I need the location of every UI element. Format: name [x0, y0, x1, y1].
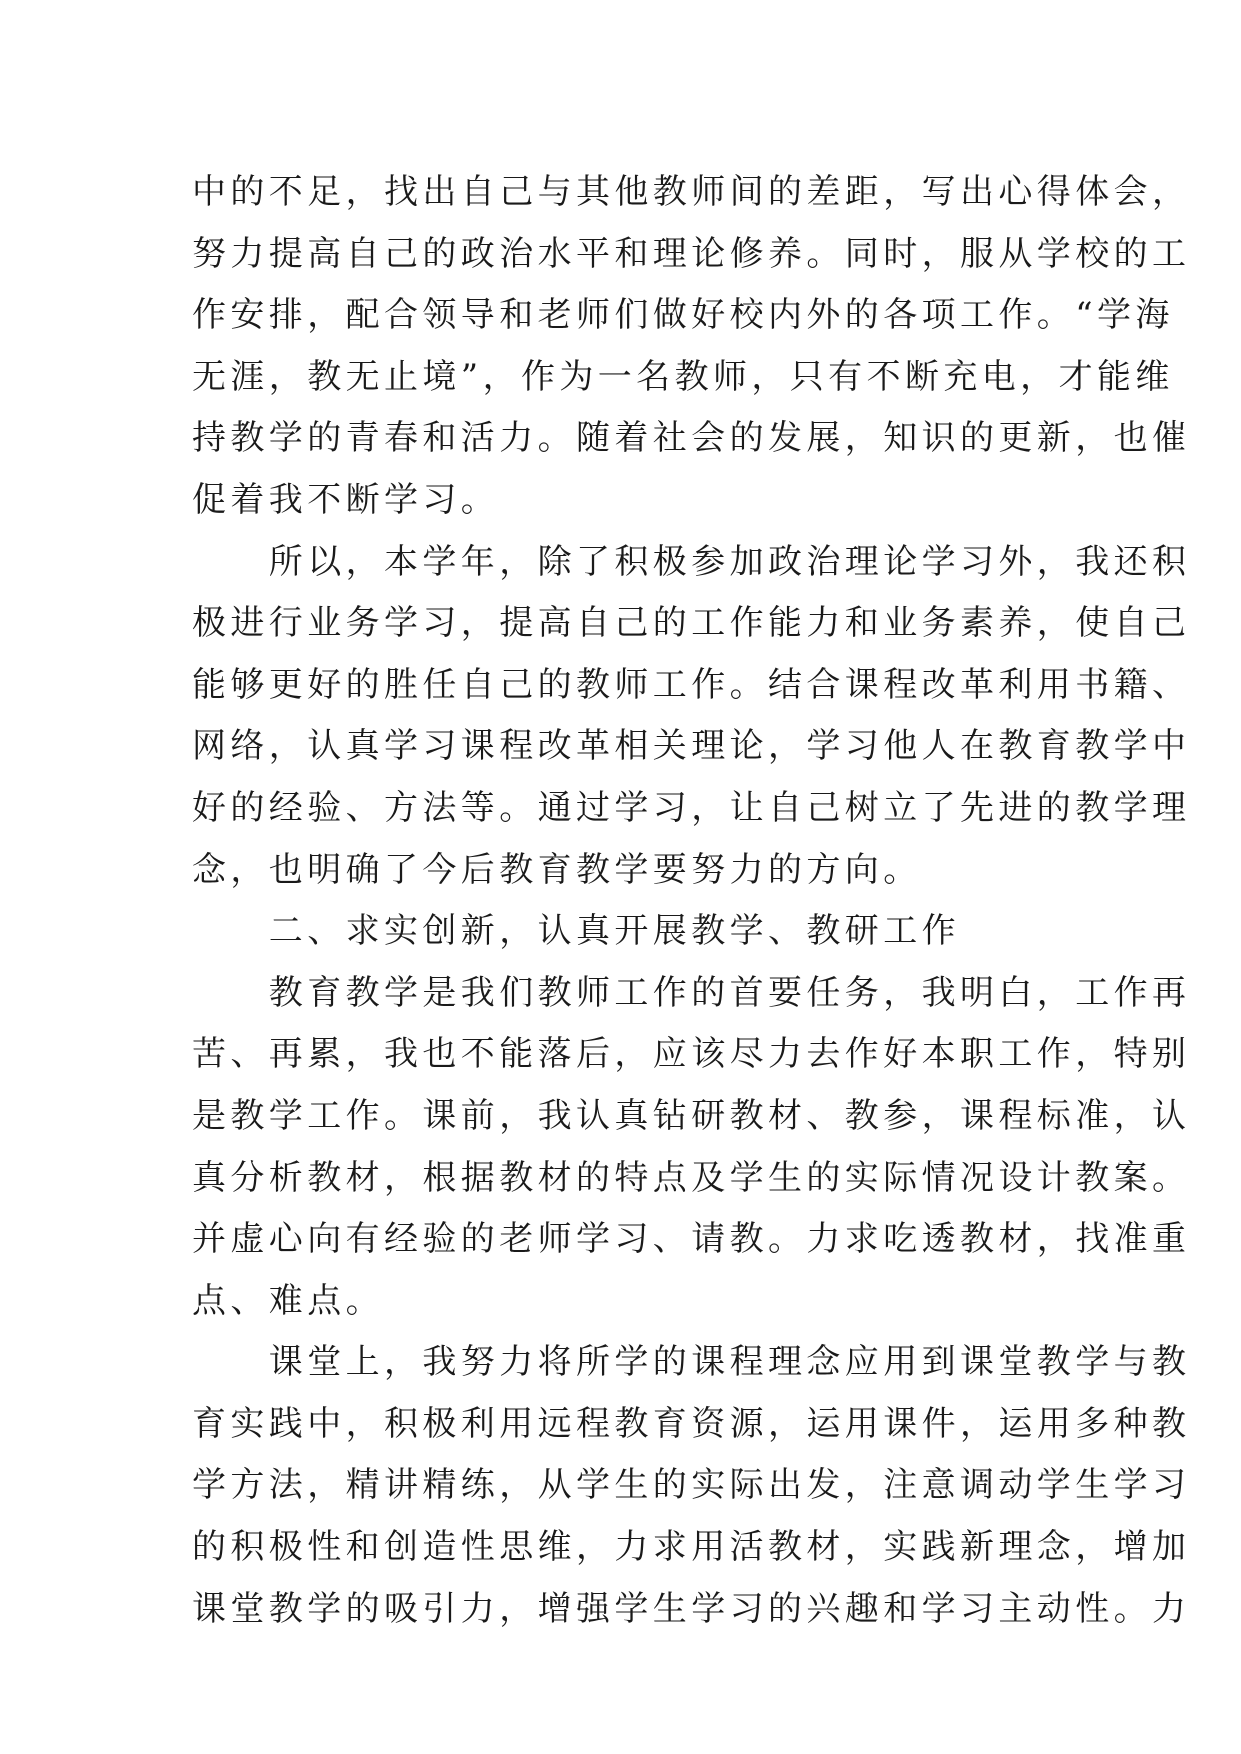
text-line: 学方法，精讲精练，从学生的实际出发，注意调动学生学习 — [192, 1465, 1191, 1506]
body-text — [192, 162, 1191, 1640]
text-line: 苦、再累，我也不能落后，应该尽力去作好本职工作，特别 — [192, 1034, 1191, 1075]
text-line: 极进行业务学习，提高自己的工作能力和业务素养，使自己 — [192, 603, 1191, 644]
text-line: 无涯，教无止境”，作为一名教师，只有不断充电，才能维 — [192, 356, 1174, 397]
text-line: 是教学工作。课前，我认真钻研教材、教参，课程标准，认 — [192, 1095, 1191, 1136]
text-line: 课堂教学的吸引力，增强学生学习的兴趣和学习主动性。力 — [192, 1588, 1191, 1629]
text-line: 育实践中，积极利用远程教育资源，运用课件，运用多种教 — [192, 1403, 1191, 1444]
text-line: 作安排，配合领导和老师们做好校内外的各项工作。“学海 — [192, 295, 1174, 336]
text-line: 的积极性和创造性思维，力求用活教材，实践新理念，增加 — [192, 1527, 1191, 1568]
text-line: 好的经验、方法等。通过学习，让自己树立了先进的教学理 — [192, 787, 1191, 828]
text-line: 真分析教材，根据教材的特点及学生的实际情况设计教案。 — [192, 1157, 1191, 1198]
text-line: 所以，本学年，除了积极参加政治理论学习外，我还积 — [192, 541, 1191, 582]
text-line: 中的不足，找出自己与其他教师间的差距，写出心得体会， — [192, 172, 1191, 212]
text-line: 努力提高自己的政治水平和理论修养。同时，服从学校的工 — [192, 233, 1191, 274]
section-heading: 二、求实创新，认真开展教学、教研工作 — [192, 911, 960, 952]
text-line: 网络，认真学习课程改革相关理论，学习他人在教育教学中 — [192, 726, 1191, 767]
text-line: 念，也明确了今后教育教学要努力的方向。 — [192, 849, 922, 890]
text-line: 并虚心向有经验的老师学习、请教。力求吃透教材，找准重 — [192, 1219, 1191, 1260]
text-line: 促着我不断学习。 — [192, 479, 500, 520]
text-line: 课堂上，我努力将所学的课程理念应用到课堂教学与教 — [192, 1342, 1191, 1383]
text-line: 持教学的青春和活力。随着社会的发展，知识的更新，也催 — [192, 418, 1191, 459]
text-line: 教育教学是我们教师工作的首要任务，我明白，工作再 — [192, 972, 1191, 1013]
text-line: 能够更好的胜任自己的教师工作。结合课程改革利用书籍、 — [192, 664, 1191, 705]
text-line: 点、难点。 — [192, 1280, 384, 1321]
